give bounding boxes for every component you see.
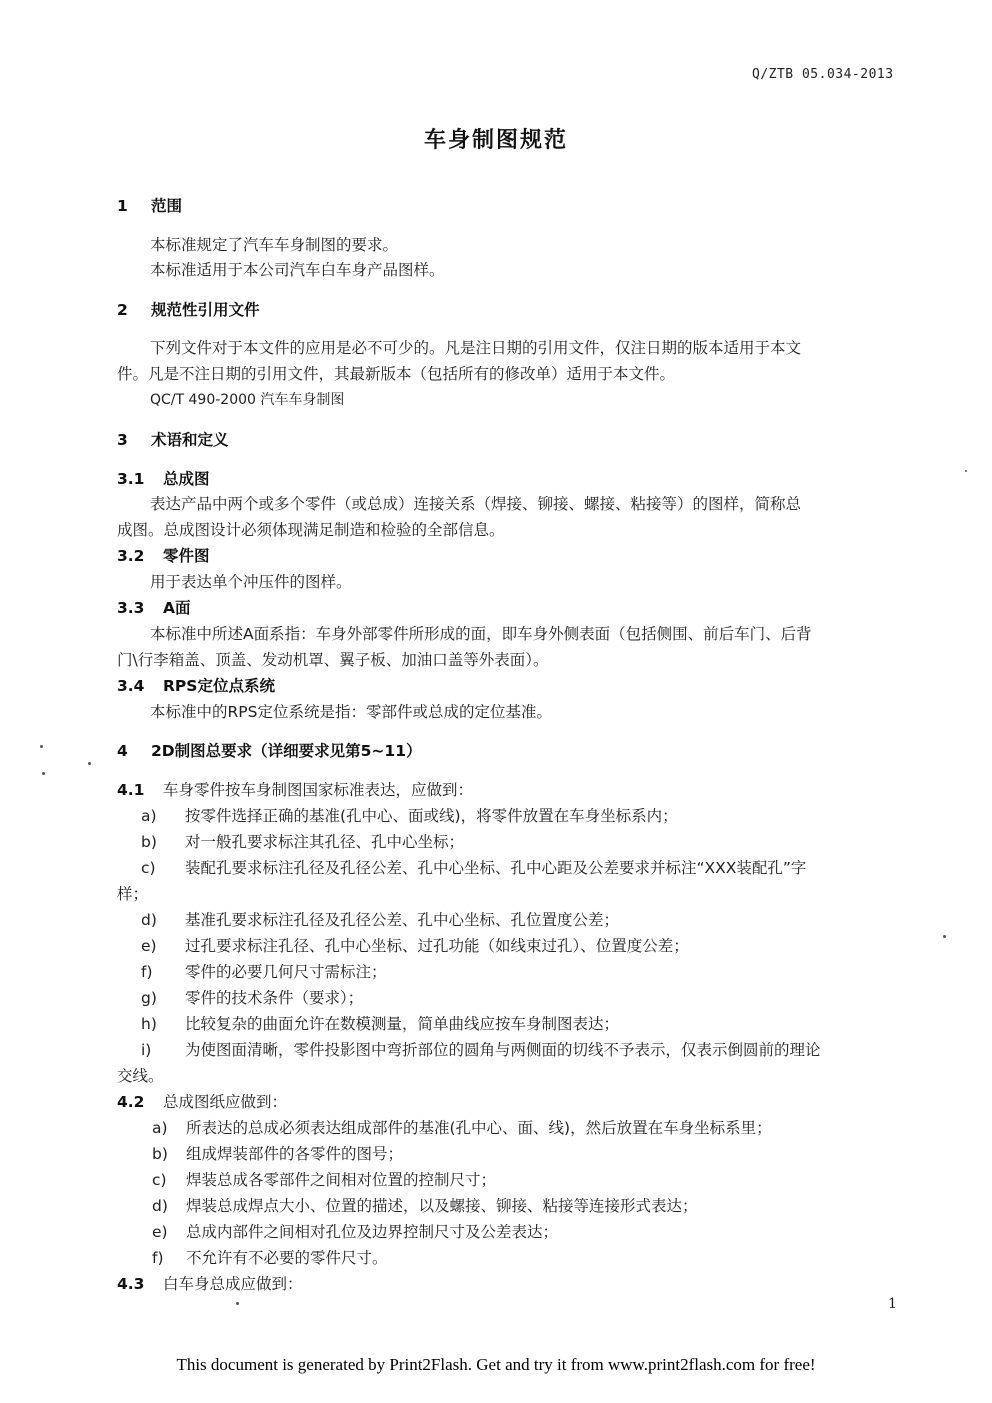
page-number: 1 [888,1296,897,1312]
section-title: 术语和定义 [151,431,229,449]
section-text: 车身零件按车身制图国家标准表达，应做到： [163,781,474,799]
list-text: 零件的必要几何尺寸需标注； [185,963,387,981]
list-item [141,1040,821,1060]
list-item-continuation: 交线。 [117,1067,164,1085]
paragraph: 本标准中的RPS定位系统是指：零部件或总成的定位基准。 [150,703,552,721]
list-text: 比较复杂的曲面允许在数模测量，简单曲线应按车身制图表达； [185,1015,620,1033]
section-number: 4.3 [117,1275,145,1293]
list-text: 基准孔要求标注孔径及孔径公差、孔中心坐标、孔位置度公差； [185,911,620,929]
list-label: b) [141,833,157,851]
list-label: f) [141,963,153,981]
scan-speck [42,772,45,775]
section-text: 总成图纸应做到： [163,1093,288,1111]
list-text: 为使图面清晰，零件投影图中弯折部位的圆角与两侧面的切线不予表示，仅表示倒圆前的理论 [185,1041,821,1059]
section-number: 3.2 [117,547,145,565]
list-text: 焊装总成各零部件之间相对位置的控制尺寸； [186,1171,497,1189]
scan-speck [40,745,43,748]
section-number: 3.1 [117,470,145,488]
subsection-4-2 [117,1092,287,1112]
scan-speck [965,470,967,472]
list-label: a) [141,807,157,825]
list-label: d) [141,911,157,929]
list-item-continuation: 样； [117,885,149,903]
list-item [141,832,464,852]
list-text: 对一般孔要求标注其孔径、孔中心坐标； [185,833,465,851]
list-item [152,1118,772,1138]
paragraph: 表达产品中两个或多个零件（或总成）连接关系（焊接、铆接、螺接、粘接等）的图样，简称总 [150,495,802,513]
list-text: 按零件选择正确的基准(孔中心、面或线)，将零件放置在车身坐标系内； [185,807,678,825]
section-title: RPS定位点系统 [163,677,275,695]
list-item [141,962,387,982]
page-title: 车身制图规范 [423,128,568,153]
subsection-4-1 [117,780,473,800]
section-text: 白车身总成应做到： [163,1275,303,1293]
reference-standard: QC/T 490-2000 汽车车身制图 [150,392,345,408]
section-title: 2D制图总要求（详细要求见第5~11） [151,742,422,760]
paragraph: 本标准适用于本公司汽车白车身产品图样。 [150,261,445,279]
paragraph: 本标准规定了汽车车身制图的要求。 [150,236,399,254]
subsection-3-3-heading [117,598,191,618]
section-number: 3.3 [117,599,145,617]
scan-speck [88,762,91,765]
list-text: 零件的技术条件（要求）； [185,989,364,1007]
section-4-heading [117,741,422,761]
standard-code: Q/ZTB 05.034-2013 [752,67,894,82]
list-label: c) [141,859,156,877]
paragraph: 成图。总成图设计必须体现满足制造和检验的全部信息。 [117,521,505,539]
list-label: e) [152,1223,168,1241]
list-text: 组成焊装部件的各零件的图号； [186,1145,404,1163]
section-number: 1 [117,197,128,215]
paragraph: 门\行李箱盖、顶盖、发动机罩、翼子板、加油口盖等外表面）。 [117,651,549,669]
paragraph: 用于表达单个冲压件的图样。 [150,573,352,591]
list-item [141,910,619,930]
paragraph: 下列文件对于本文件的应用是必不可少的。凡是注日期的引用文件，仅注日期的版本适用于本文 [150,339,802,357]
list-item [141,806,678,826]
list-text: 装配孔要求标注孔径及孔径公差、孔中心坐标、孔中心距及公差要求并标注“XXX装配孔”字 [185,859,807,877]
section-number: 2 [117,301,128,319]
section-number: 3.4 [117,677,145,695]
subsection-3-2-heading [117,546,210,566]
scan-speck [943,935,946,938]
list-text: 不允许有不必要的零件尺寸。 [186,1249,388,1267]
list-label: c) [152,1171,167,1189]
list-label: a) [152,1119,168,1137]
section-title: 总成图 [163,470,210,488]
list-item [141,858,806,878]
list-item [141,936,689,956]
list-label: h) [141,1015,157,1033]
subsection-3-1-heading [117,469,210,489]
section-number: 4 [117,742,128,760]
section-number: 3 [117,431,128,449]
section-2-heading [117,300,260,320]
section-title: 规范性引用文件 [151,301,260,319]
list-label: g) [141,989,157,1007]
section-title: 零件图 [163,547,210,565]
list-item [141,988,363,1008]
section-1-heading [117,196,182,216]
list-label: b) [152,1145,168,1163]
section-title: 范围 [151,197,183,215]
section-title: A面 [163,599,191,617]
list-text: 焊装总成焊点大小、位置的描述，以及螺接、铆接、粘接等连接形式表达； [186,1197,698,1215]
paragraph: 件。凡是不注日期的引用文件，其最新版本（包括所有的修改单）适用于本文件。 [117,365,676,383]
list-item [152,1222,558,1242]
scan-speck [236,1302,239,1305]
list-item [141,1014,619,1034]
list-text: 过孔要求标注孔径、孔中心坐标、过孔功能（如线束过孔）、位置度公差； [185,937,689,955]
list-text: 所表达的总成必须表达组成部件的基准(孔中心、面、线)，然后放置在车身坐标系里； [186,1119,772,1137]
section-number: 4.1 [117,781,145,799]
subsection-3-4-heading [117,676,275,696]
section-number: 4.2 [117,1093,145,1111]
footer-notice: This document is generated by Print2Flash. Get and try it from www.print2flash.com for free! [176,1355,816,1374]
list-item [152,1144,403,1164]
list-text: 总成内部件之间相对孔位及边界控制尺寸及公差表达； [186,1223,559,1241]
section-3-heading [117,430,229,450]
list-item [152,1196,698,1216]
list-item [152,1248,388,1268]
subsection-4-3 [117,1274,303,1294]
list-label: d) [152,1197,168,1215]
list-label: i) [141,1041,152,1059]
list-label: f) [152,1249,164,1267]
list-label: e) [141,937,157,955]
paragraph: 本标准中所述A面系指：车身外部零件所形成的面，即车身外侧表面（包括侧围、前后车门、后背 [150,625,812,643]
list-item [152,1170,496,1190]
